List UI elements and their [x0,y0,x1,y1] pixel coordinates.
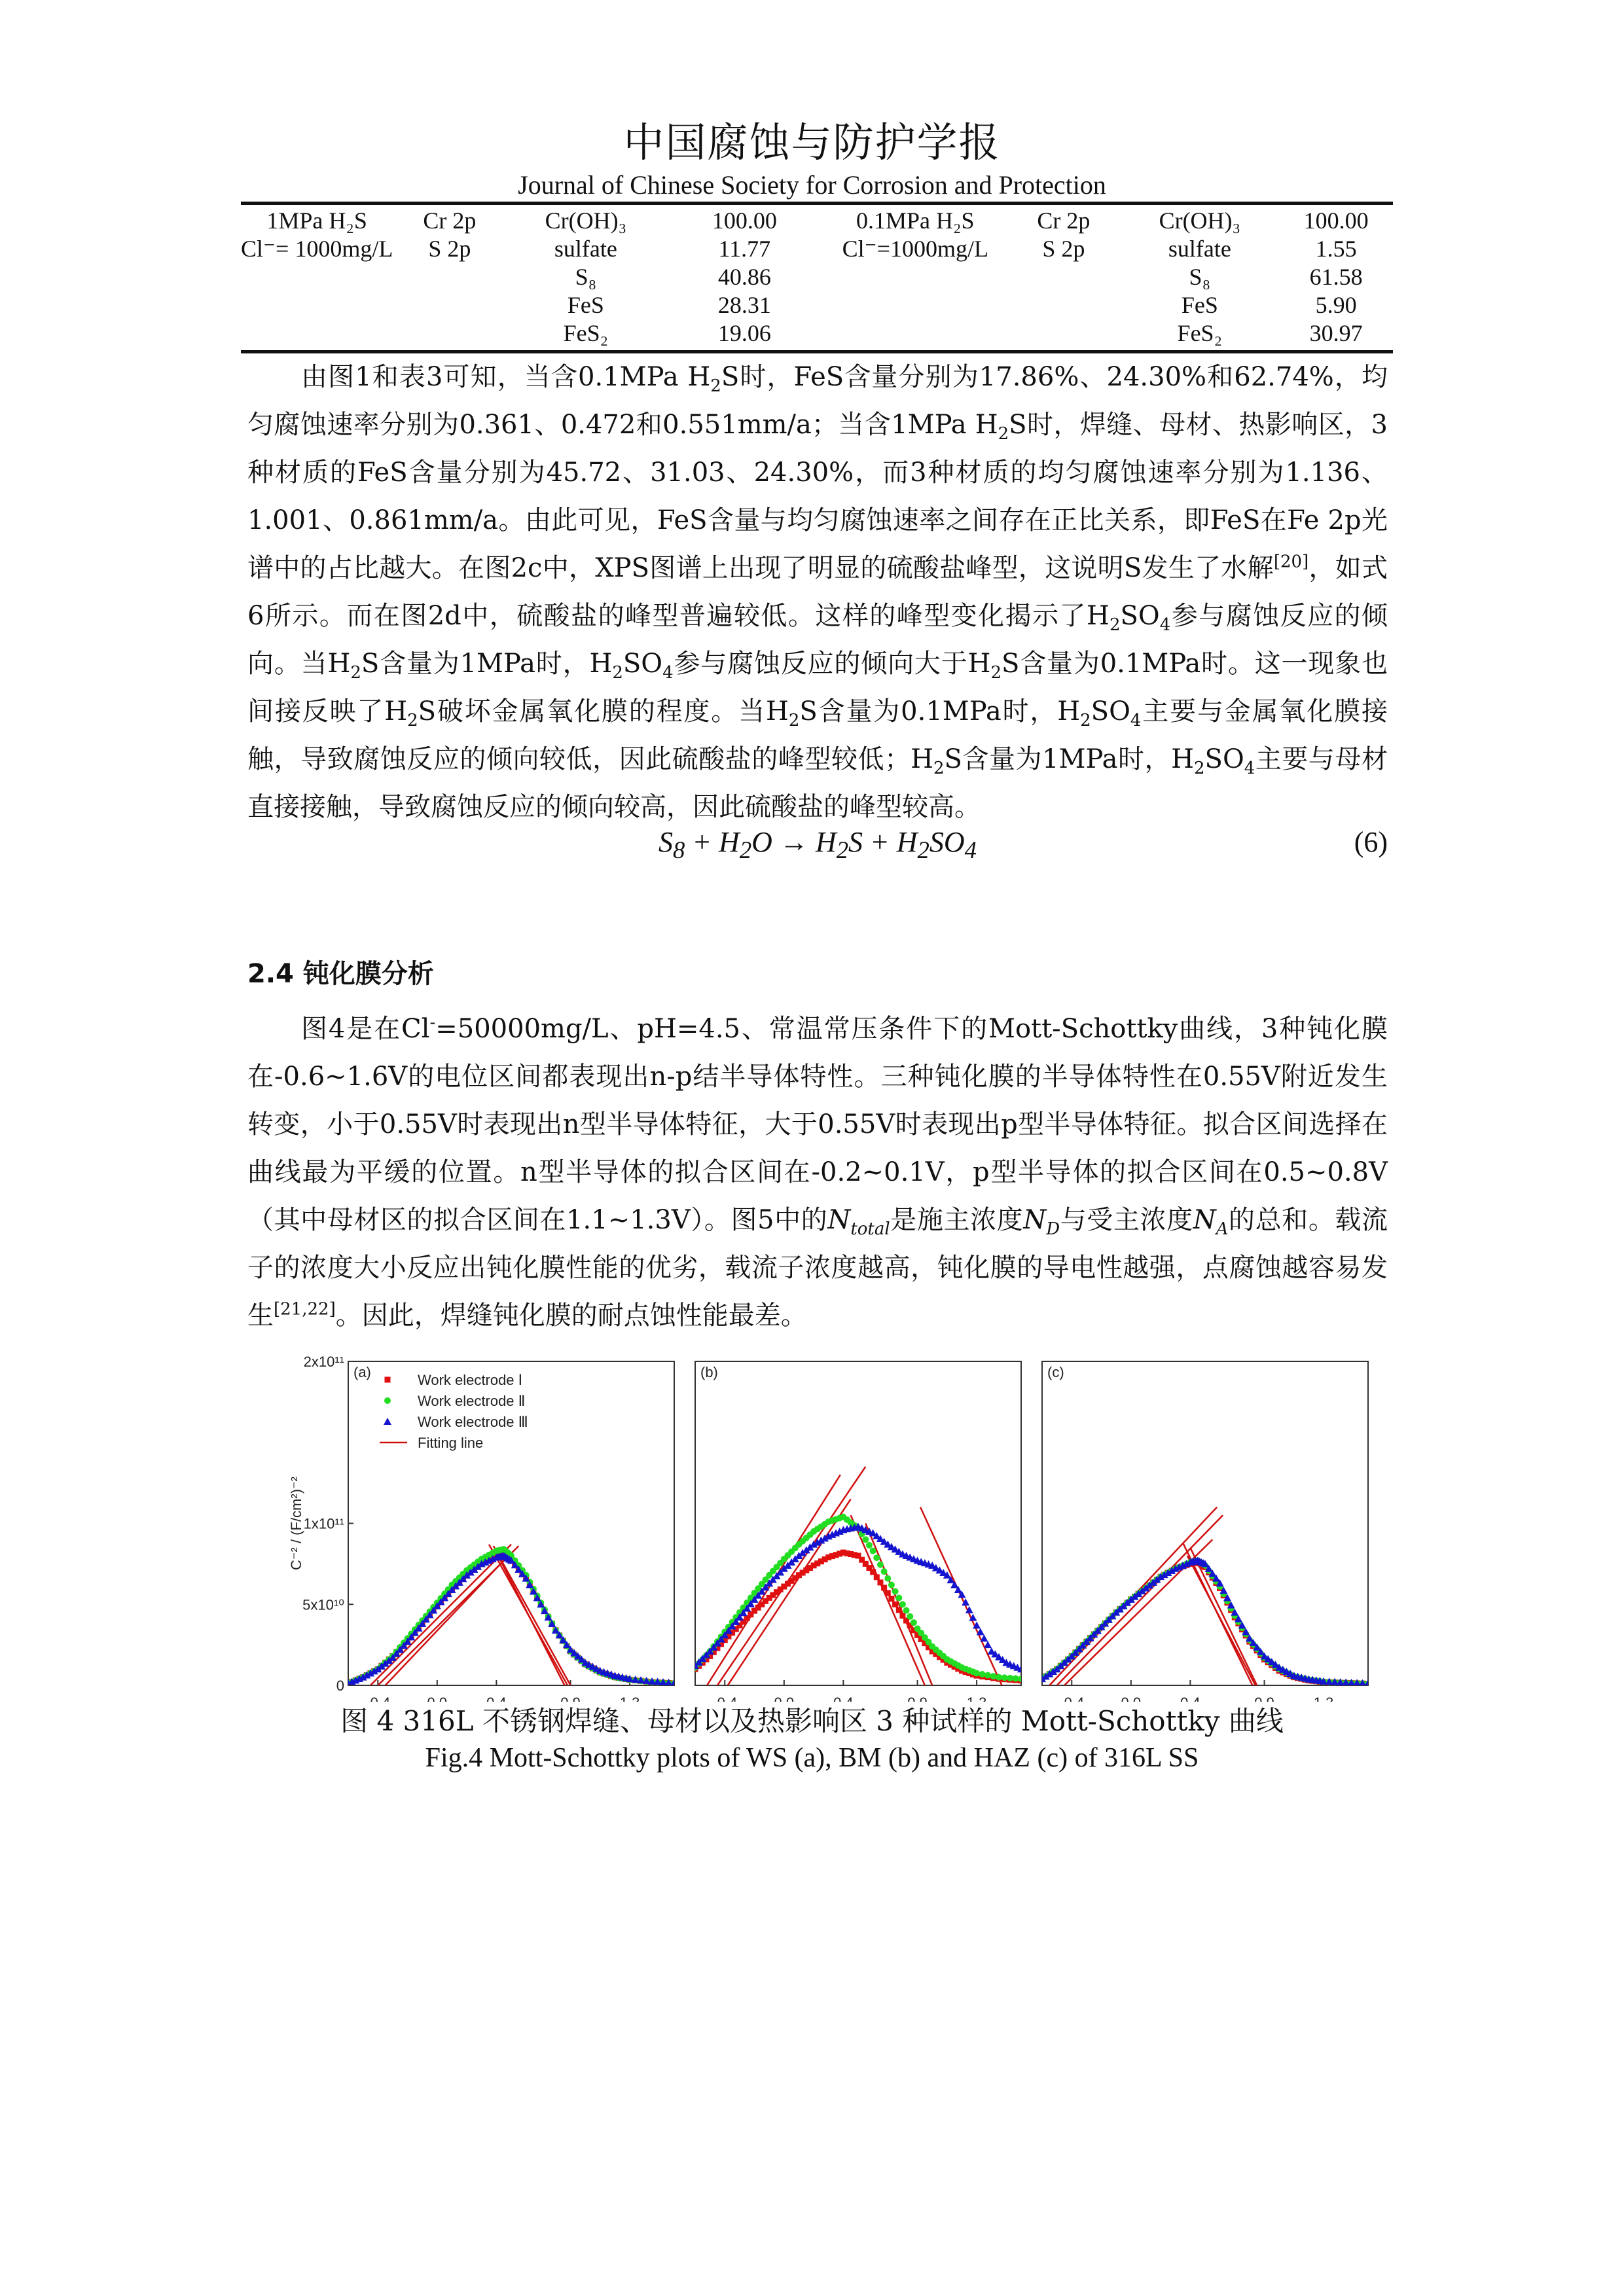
x-tick-label [365,1695,390,1702]
panel-label: (b) [700,1364,718,1380]
x-tick-label [620,1695,640,1702]
data-point [877,1562,884,1568]
data-point [892,1602,898,1607]
table-cell: 28.31 [717,292,771,318]
chart-panel-c [1038,1361,1372,1702]
table-cell: Cl⁻=1000mg/L [842,236,988,262]
table-cell [823,263,1007,291]
legend-label: Work electrode Ⅱ [418,1393,526,1409]
table-cell [393,319,506,348]
data-point [1018,1676,1024,1682]
table-cell: Cr 2p [423,207,477,234]
data-point [895,1594,902,1601]
data-point [973,1670,980,1676]
table-cell [823,291,1007,319]
data-layer [344,1545,678,1687]
table-cell [393,291,506,319]
fitting-line [728,1499,851,1685]
table-row [241,207,1393,235]
plot-frame [348,1361,674,1685]
y-tick-label: 5x10¹⁰ [302,1596,344,1613]
section-heading: 2.4 钝化膜分析 [247,959,434,989]
series-work-electrode-ⅱ [345,1546,677,1687]
data-point [990,1673,997,1679]
x-tick-label [774,1695,795,1702]
figure-caption-en: Fig.4 Mott-Schottky plots of WS (a), BM (b) and HAZ (c) of 316L SS [425,1743,1199,1773]
data-point [896,1607,902,1613]
equation-6 [247,819,1388,865]
series-work-electrode-ⅱ [692,1514,1024,1683]
table-cell: sulfate [1168,236,1231,262]
data-point [885,1590,891,1596]
table-cell [241,319,393,348]
table-cell: Cl⁻= 1000mg/L [241,236,393,262]
table-cell: 19.06 [717,320,771,346]
data-point [984,1672,991,1679]
x-tick-label [1059,1695,1084,1702]
fitting-line [494,1546,571,1685]
fitting-line [370,1545,511,1685]
body-paragraph-1 [247,353,1388,831]
table-cell: S₈ [1189,264,1211,290]
series-work-electrode-ⅲ [1038,1556,1372,1687]
data-point [881,1568,888,1575]
fitting-line [717,1467,865,1685]
table-cell: S 2p [428,236,471,262]
chart-panel-b [691,1361,1025,1702]
fitting-line [1057,1515,1223,1685]
x-tick-label [486,1695,507,1702]
table-cell [241,263,393,291]
y-tick-label: 2x10¹¹ [303,1354,344,1370]
data-point [385,1377,391,1383]
table-cell: 40.86 [717,264,771,290]
table-cell: 11.77 [718,236,771,262]
data-point [903,1607,910,1614]
table-cell [393,263,506,291]
panel-label: (a) [353,1364,371,1380]
data-point [384,1397,391,1404]
data-point [980,1634,988,1641]
x-tick-label [560,1695,581,1702]
data-point [877,1579,883,1585]
xps-composition-table [241,207,1393,348]
data-point [874,1574,880,1580]
mott-schottky-figure [275,1335,1375,1702]
table-row [241,319,1393,348]
table-row [241,263,1393,291]
chart-panel-a [288,1354,678,1702]
data-point [881,1585,887,1590]
data-point [1013,1675,1019,1681]
fitting-line [1187,1556,1255,1685]
panel-label: (c) [1047,1364,1064,1380]
legend-label: Work electrode Ⅲ [418,1414,528,1430]
fitting-line [386,1556,509,1685]
x-tick-label [967,1695,987,1702]
y-axis-label: C⁻² / (F/cm²)⁻² [288,1477,304,1570]
table-cell [1007,319,1120,348]
fitting-line [496,1552,564,1685]
data-point [899,1601,906,1607]
table-cell [1007,263,1120,291]
series-work-electrode-ⅰ [346,1551,677,1687]
fitting-line [1190,1548,1257,1685]
table-top-rule [241,202,1393,205]
data-point [892,1588,899,1594]
data-point [979,1671,986,1677]
table-cell: Cr(OH)₃ [1159,207,1241,234]
data-point [888,1582,895,1588]
data-layer [691,1467,1025,1685]
table-cell: S₈ [575,264,597,290]
data-point [870,1569,876,1575]
series-work-electrode-ⅲ [344,1552,678,1687]
paragraph-text: 图4是在Cl-=50000mg/L、pH=4.5、常温常压条件下的Mott-Schottky曲线，3种钝化膜在-0.6~1.6V的电位区间都表现出n-p结半导体特性。三种钝化膜的半导体特性在0.55V附近发生转变，小于0.55V时表现出n型半导体特征，大于0.55V时表现出p型半导体特征。拟合区间选择在曲线最为平缓的位置。n型半导体的拟合区间在-0.2~0.1V，p型半导体的拟合区间在0.5~0.8V（其中母材区的拟合区间在1.1~1.3V）。图5中的$N_{total}$是施主浓度$N_D$与受主浓度$N_A$的总和。载流子的浓度大小反应出钝化膜性能的优劣，载流子浓度越高，钝化膜的导电性越强，点腐蚀越容易发生[21,22]。因此，焊缝钝化膜的耐点蚀性能最差。 [247,1013,1388,1331]
data-point [984,1641,992,1648]
legend-label: Work electrode Ⅰ [418,1372,523,1388]
data-point [884,1575,891,1582]
x-tick-label [712,1695,737,1702]
table-cell: 100.00 [1303,207,1369,234]
data-point [862,1536,869,1543]
data-point [866,1542,873,1549]
table-cell: S 2p [1042,236,1085,262]
y-tick-label: 1x10¹¹ [303,1515,344,1532]
legend-label: Fitting line [418,1435,484,1451]
table-cell: 1MPa H₂S [266,207,367,234]
fitting-line [865,1524,932,1686]
data-layer [1038,1507,1372,1687]
table-row [241,291,1393,319]
table-cell: Cr(OH)₃ [545,207,627,234]
x-tick-label [1254,1695,1274,1702]
table-cell: 0.1MPa H₂S [856,207,975,234]
table-cell: sulfate [554,236,617,262]
table-cell: 100.00 [712,207,777,234]
x-tick-label [907,1695,928,1702]
table-cell: FeS [1181,292,1218,318]
table-cell [1007,291,1120,319]
data-point [911,1619,917,1626]
table-cell [823,319,1007,348]
x-tick-label [1180,1695,1200,1702]
data-point [1007,1675,1013,1681]
table-row [241,235,1393,263]
x-tick-label [1121,1695,1142,1702]
table-cell: FeS₂ [563,320,609,346]
figure-caption-cn: 图 4 316L 不锈钢焊缝、母材以及热影响区 3 种试样的 Mott-Schottky 曲线 [340,1705,1284,1737]
x-tick-label [833,1695,854,1702]
table-cell: Cr 2p [1037,207,1091,234]
journal-subtitle: Journal of Chinese Society for Corrosion and Protection [518,170,1106,200]
journal-title: 中国腐蚀与防护学报 [623,118,1001,166]
y-tick-label: 0 [336,1677,344,1694]
data-point [907,1613,913,1620]
data-point [996,1674,1002,1681]
data-point [384,1418,391,1425]
x-tick-label [427,1695,448,1702]
body-paragraph-2 [247,1005,1388,1340]
table-cell: 30.97 [1309,320,1363,346]
x-tick-label [1314,1695,1334,1702]
table-cell [241,291,393,319]
table-cell: FeS₂ [1177,320,1223,346]
table-cell: FeS [567,292,604,318]
table-cell: 5.90 [1315,292,1357,318]
data-point [888,1596,894,1602]
table-cell: 1.55 [1315,236,1357,262]
equation-number: (6) [1354,826,1388,858]
data-point [870,1548,876,1554]
data-point [1001,1674,1008,1681]
paragraph-text: 由图1和表3可知，当含0.1MPa $H_2S$时，FeS含量分别为17.86%、24.30%和62.74%，均匀腐蚀速率分别为0.361、0.472和0.551mm/a；当含1MPa $H_2S$时，焊缝、母材、热影响区，3种材质的FeS含量分别为45.72、31.03、24.30%，而3种材质的均匀腐蚀速率分别为1.136、1.001、0.861mm/a。由此可见，FeS含量与均匀腐蚀速率之间存在正比关系，即FeS在Fe 2p光谱中的占比越大。在图2c中，XPS图谱上出现了明显的硫酸盐峰型，这说明S发生了水解[20]，如式6所示。而在图2d中，硫酸盐的峰型普遍较低。这样的峰型变化揭示了$H_2SO_4$参与腐蚀反应的倾向。当$H_2S$含量为1MPa时，$H_2SO_4$参与腐蚀反应的倾向大于$H_2S$含量为0.1MPa时。这一现象也间接反映了$H_2S$破坏金属氧化膜的程度。当$H_2S$含量为0.1MPa时，$H_2SO_4$主要与金属氧化膜接触，导致腐蚀反应的倾向较低，因此硫酸盐的峰型较低；$H_2S$含量为1MPa时，$H_2SO_4$主要与母材直接接触，导致腐蚀反应的倾向较高，因此硫酸盐的峰型较高。 [247,362,1388,822]
table-cell: 61.58 [1309,264,1363,290]
data-point [873,1554,880,1561]
legend [380,1372,528,1451]
mott-schottky-chart [275,1335,1375,1702]
equation-body: $S_8 + H_2O \to H_2S + H_2SO_4$ [659,826,977,863]
